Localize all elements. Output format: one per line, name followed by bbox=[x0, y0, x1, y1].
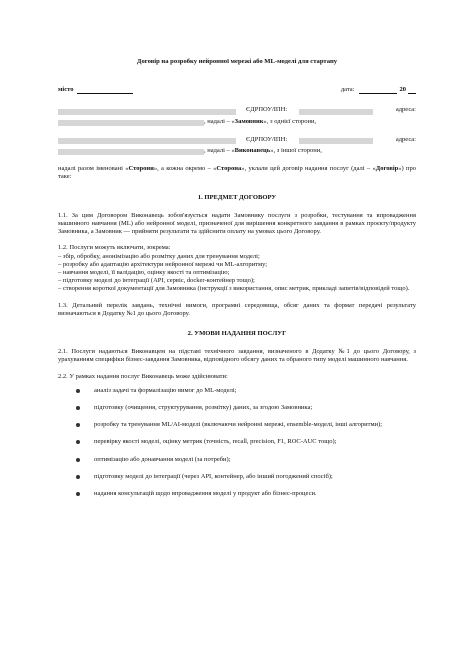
year-field[interactable] bbox=[408, 87, 416, 94]
list-item: розробку та тренування ML/AI-моделі (включаючи нейронні мережі, ensemble-моделі, інші алгоритми); bbox=[58, 421, 416, 429]
party2-role: Виконавець bbox=[234, 147, 271, 155]
bullet-icon bbox=[76, 423, 80, 427]
date-field[interactable] bbox=[359, 87, 397, 94]
party2-line1 bbox=[58, 136, 416, 144]
party1-address-label: адреса: bbox=[395, 106, 416, 114]
party2-edrpou-label: ЄДРПОУ/ІПН: bbox=[246, 135, 288, 143]
bullet-icon bbox=[76, 492, 80, 496]
party1-line2 bbox=[58, 118, 416, 126]
party2-address-field[interactable] bbox=[58, 149, 204, 155]
list-item: підготовку моделі до інтеграції (через API, контейнер, або інший погоджений спосіб); bbox=[58, 473, 416, 481]
clause-1-3: 1.3. Детальний перелік завдань, технічні вимоги, програмні середовища, обсяг даних та формат передачі результату визначаються в Додатку №1 до цього Договору. bbox=[58, 301, 416, 317]
party1-role-prefix: , надалі – « bbox=[204, 117, 235, 125]
document-title: Договір на розробку нейронної мережі або ML-моделі для стартапу bbox=[136, 58, 338, 65]
party1-edrpou-field[interactable] bbox=[299, 109, 373, 115]
clause-1-2-item: – створення короткої документації для Замовника (інструкції з використання, опис метрик, прикладі запитів/відповідей тощо). bbox=[58, 285, 410, 293]
city-date-row bbox=[58, 86, 416, 94]
bullet-icon bbox=[76, 458, 80, 462]
list-item: перевірку якості моделі, оцінку метрик (точність, recall, precision, F1, ROC-AUC тощо); bbox=[58, 438, 416, 446]
party1-address-field[interactable] bbox=[58, 120, 204, 126]
clause-1-1: 1.1. За цим Договором Виконавець зобов'язується надати Замовнику послуги з розробки, тестування та впровадження машинного навчання (ML) або нейронної моделі, призначеної для вирішення конкретного завдання в рамках проєкту/продукту Замовника, а Замовник — прийняти результати та здійснити оплату на умовах цього Договору. bbox=[58, 211, 416, 236]
party2-name-field[interactable] bbox=[58, 138, 236, 144]
party2-line2 bbox=[58, 147, 416, 155]
list-item: підготовку (очищення, структурування, розмітку) даних, за згодою Замовника; bbox=[58, 404, 416, 412]
section1-heading: 1. ПРЕДМЕТ ДОГОВОРУ bbox=[197, 193, 277, 201]
list-item: надання консультацій щодо впровадження моделі у продукт або бізнес-процеси. bbox=[58, 490, 416, 498]
party1-role-suffix: », з однієї сторони, bbox=[263, 117, 317, 125]
intro-paragraph: надалі разом іменовані «Сторони», а кожна окремо – «Сторона», уклали цей договір надання послуг (далі – «Договір») про таке: bbox=[58, 165, 416, 181]
party2-role-suffix: », з іншої сторони, bbox=[270, 147, 322, 155]
clause-1-2-item: – підготовку моделі до інтеграції (API, сервіс, docker-контейнер тощо); bbox=[58, 277, 255, 285]
list-item: оптимізацію або донавчання моделі (за потреби); bbox=[58, 456, 416, 464]
clause-1-2-intro: 1.2. Послуги можуть включати, зокрема: bbox=[58, 244, 171, 252]
year-label: 20 bbox=[399, 86, 406, 94]
clause-1-2-item: – розробку або адаптацію архітектури нейронної мережі чи ML-алгоритму; bbox=[58, 260, 268, 268]
bullet-icon bbox=[76, 475, 80, 479]
clause-1-2-item: – навчання моделі, її валідацію, оцінку якості та оптимізацію; bbox=[58, 269, 230, 277]
party1-edrpou-label: ЄДРПОУ/ІПН: bbox=[246, 106, 288, 114]
city-field[interactable] bbox=[77, 87, 133, 94]
party2-role-prefix: , надалі – « bbox=[204, 147, 235, 155]
party1-line1 bbox=[58, 106, 416, 114]
section2-heading: 2. УМОВИ НАДАННЯ ПОСЛУГ bbox=[187, 330, 287, 338]
bullet-icon bbox=[76, 389, 80, 393]
clause-2-1: 2.1. Послуги надаються Виконавцем на підставі технічного завдання, визначеного в Додатку №1 до цього Договору, з урахуванням специфіки бізнес-завдання Замовника, відповідного обсягу даних та обраного типу моделі машинного навчання. bbox=[58, 348, 416, 364]
city-label: місто bbox=[58, 86, 74, 94]
party1-name-field[interactable] bbox=[58, 109, 236, 115]
services-list bbox=[58, 387, 416, 498]
clause-1-2-item: – збір, обробку, анонімізацію або розмітку даних для тренування моделі; bbox=[58, 252, 260, 260]
party2-address-label: адреса: bbox=[395, 135, 416, 143]
list-item: аналіз задачі та формалізацію вимог до ML-моделі; bbox=[58, 387, 416, 395]
date-label: дата: bbox=[340, 86, 355, 94]
party1-role: Замовник bbox=[234, 117, 264, 125]
party2-edrpou-field[interactable] bbox=[299, 138, 373, 144]
clause-2-2-intro: 2.2. У рамках надання послуг Виконавець може здійснювати: bbox=[58, 372, 228, 380]
bullet-icon bbox=[76, 440, 80, 444]
bullet-icon bbox=[76, 406, 80, 410]
